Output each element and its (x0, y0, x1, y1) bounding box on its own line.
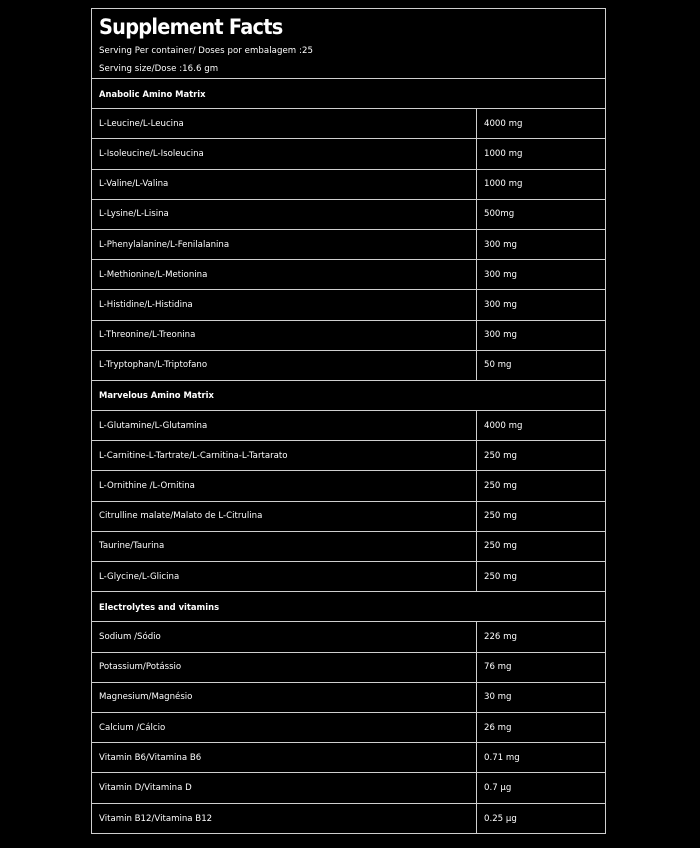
ingredient-row (92, 562, 605, 592)
ingredient-amount: 250 mg (484, 450, 517, 461)
ingredient-row (92, 200, 605, 230)
ingredient-name: Sodium /Sódio (92, 622, 477, 651)
ingredient-amount: 0.25 µg (484, 813, 517, 824)
ingredient-name: L-Valine/L-Valina (92, 170, 477, 199)
section-title: Anabolic Amino Matrix (99, 88, 206, 99)
ingredient-row (92, 351, 605, 381)
ingredient-row (92, 290, 605, 320)
section-title: Marvelous Amino Matrix (99, 390, 214, 401)
ingredient-amount: 500mg (484, 209, 515, 220)
section-header-row (92, 79, 605, 109)
ingredient-name: Vitamin D/Vitamina D (92, 773, 477, 802)
facts-title: Supplement Facts (99, 15, 283, 39)
ingredient-row (92, 139, 605, 169)
ingredient-row (92, 622, 605, 652)
section-header-row (92, 592, 605, 622)
ingredient-amount: 4000 mg (484, 118, 523, 129)
ingredient-name: L-Histidine/L-Histidina (92, 290, 477, 319)
ingredient-row (92, 170, 605, 200)
ingredient-row (92, 230, 605, 260)
ingredient-name: L-Lysine/L-Lisina (92, 200, 477, 229)
ingredient-amount: 250 mg (484, 541, 517, 552)
ingredient-name: L-Isoleucine/L-Isoleucina (92, 139, 477, 168)
section-header-row (92, 381, 605, 411)
facts-header (92, 9, 605, 79)
ingredient-amount: 250 mg (484, 571, 517, 582)
ingredient-name: Citrulline malate/Malato de L-Citrulina (92, 502, 477, 531)
ingredient-name: L-Glycine/L-Glicina (92, 562, 477, 591)
ingredient-row (92, 471, 605, 501)
ingredient-row (92, 502, 605, 532)
ingredient-amount: 0.7 µg (484, 782, 512, 793)
ingredient-row (92, 532, 605, 562)
ingredient-row (92, 773, 605, 803)
ingredient-amount: 26 mg (484, 722, 512, 733)
ingredient-name: L-Phenylalanine/L-Fenilalanina (92, 230, 477, 259)
supplement-facts-panel (91, 8, 606, 834)
ingredient-amount: 300 mg (484, 269, 517, 280)
ingredient-amount: 0.71 mg (484, 752, 520, 763)
ingredient-amount: 226 mg (484, 631, 517, 642)
ingredient-amount: 300 mg (484, 239, 517, 250)
ingredient-amount: 300 mg (484, 299, 517, 310)
ingredient-row (92, 743, 605, 773)
ingredient-amount: 4000 mg (484, 420, 523, 431)
ingredient-row (92, 683, 605, 713)
ingredient-row (92, 713, 605, 743)
ingredient-name: L-Ornithine /L-Ornitina (92, 471, 477, 500)
ingredient-name: Magnesium/Magnésio (92, 683, 477, 712)
ingredient-row (92, 653, 605, 683)
ingredient-name: L-Glutamine/L-Glutamina (92, 411, 477, 440)
ingredient-row (92, 109, 605, 139)
ingredient-amount: 250 mg (484, 511, 517, 522)
ingredient-name: Calcium /Cálcio (92, 713, 477, 742)
ingredient-name: L-Threonine/L-Treonina (92, 321, 477, 350)
ingredient-amount: 76 mg (484, 662, 512, 673)
ingredient-name: L-Tryptophan/L-Triptofano (92, 351, 477, 380)
ingredient-name: Potassium/Potássio (92, 653, 477, 682)
ingredient-amount: 30 mg (484, 692, 512, 703)
ingredient-row (92, 260, 605, 290)
ingredient-row (92, 441, 605, 471)
ingredient-row (92, 411, 605, 441)
ingredient-amount: 1000 mg (484, 179, 523, 190)
section-title: Electrolytes and vitamins (99, 601, 220, 612)
ingredient-name: L-Leucine/L-Leucina (92, 109, 477, 138)
ingredient-row (92, 804, 605, 834)
ingredient-name: L-Methionine/L-Metionina (92, 260, 477, 289)
ingredient-amount: 1000 mg (484, 148, 523, 159)
ingredient-name: Taurine/Taurina (92, 532, 477, 561)
ingredient-name: L-Carnitine-L-Tartrate/L-Carnitina-L-Tartarato (92, 441, 477, 470)
ingredient-amount: 300 mg (484, 330, 517, 341)
servings-per-container: Serving Per container/ Doses por embalagem :25 (99, 46, 313, 56)
ingredient-row (92, 321, 605, 351)
ingredient-name: Vitamin B6/Vitamina B6 (92, 743, 477, 772)
ingredient-name: Vitamin B12/Vitamina B12 (92, 804, 477, 834)
ingredient-amount: 50 mg (484, 360, 512, 371)
serving-size: Serving size/Dose :16.6 gm (99, 64, 219, 74)
facts-table (92, 79, 605, 834)
ingredient-amount: 250 mg (484, 481, 517, 492)
